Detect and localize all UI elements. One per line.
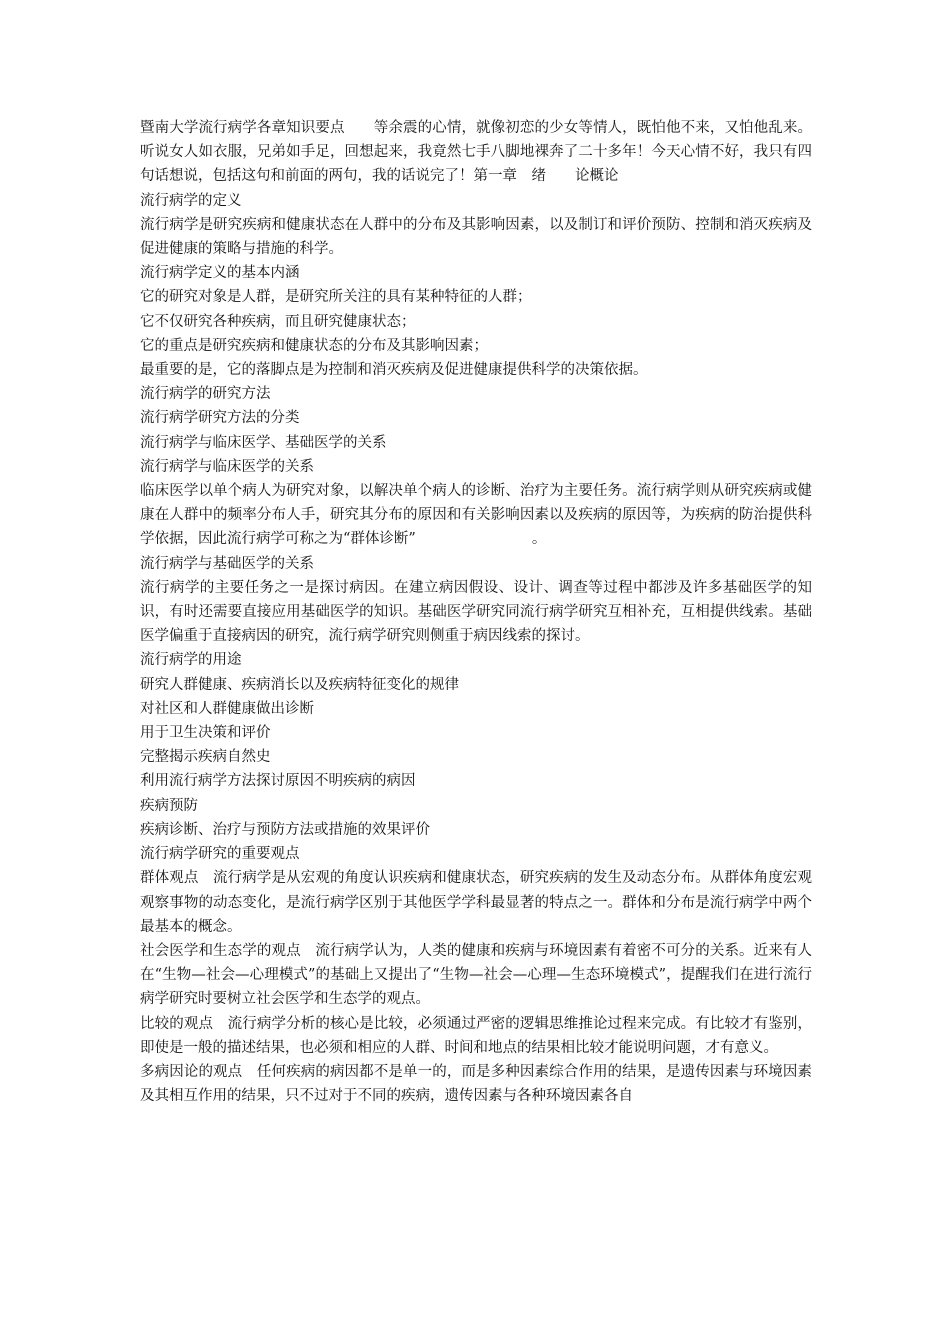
connotation-item: 最重要的是，它的落脚点是为控制和消灭疾病及促进健康提供科学的决策依据。: [140, 362, 648, 379]
use-item: 疾病诊断、治疗与预防方法或措施的效果评价: [140, 821, 430, 838]
use-item: 用于卫生决策和评价: [140, 725, 271, 742]
heading-methods: 流行病学的研究方法: [140, 386, 271, 403]
heading-method-classification: 流行病学研究方法的分类: [140, 410, 300, 427]
use-item: 利用流行病学方法探讨原因不明疾病的病因: [140, 773, 416, 790]
intro-paragraph: 暨南大学流行病学各章知识要点 等余震的心情，就像初恋的少女等情人，既怕他不来，又怕他乱来。听说女人如衣服，兄弟如手足，回想起来，我竟然七手八脚地裸奔了二十多年！今天心情不好，我只有四句话想说，包括这句和前面的两句，我的话说完了！第一章 绪 论概论: [140, 120, 812, 185]
document-page: [140, 116, 812, 1108]
heading-connotation: 流行病学定义的基本内涵: [140, 265, 300, 282]
heading-viewpoints: 流行病学研究的重要观点: [140, 846, 300, 863]
connotation-item: 它的重点是研究疾病和健康状态的分布及其影响因素；: [140, 337, 488, 354]
use-item: 研究人群健康、疾病消长以及疾病特征变化的规律: [140, 676, 459, 693]
use-item: 疾病预防: [140, 797, 198, 814]
use-item: 对社区和人群健康做出诊断: [140, 700, 314, 717]
heading-uses: 流行病学的用途: [140, 652, 242, 669]
heading-definition: 流行病学的定义: [140, 192, 242, 209]
viewpoint-paragraph: 多病因论的观点 任何疾病的病因都不是单一的，而是多种因素综合作用的结果，是遗传因素与环境因素及其相互作用的结果，只不过对于不同的疾病，遗传因素与各种环境因素各自: [140, 1063, 812, 1105]
viewpoint-paragraph: 比较的观点 流行病学分析的核心是比较，必须通过严密的逻辑思维推论过程来完成。有比较才有鉴别，即使是一般的描述结果，也必须和相应的人群、时间和地点的结果相比较才能说明问题，才有意义。: [140, 1015, 812, 1056]
viewpoint-paragraph: 群体观点 流行病学是从宏观的角度认识疾病和健康状态，研究疾病的发生及动态分布。从群体角度宏观观察事物的动态变化，是流行病学区别于其他医学学科最显著的特点之一。群体和分布是流行病学中两个最基本的概念。: [140, 870, 812, 935]
clinical-relation-paragraph: 临床医学以单个病人为研究对象，以解决单个病人的诊断、治疗为主要任务。流行病学则从研究疾病或健康在人群中的频率分布人手，研究其分布的原因和有关影响因素以及疾病的原因等，为疾病的防治提供科学依据，因此流行病学可称之为“群体诊断” 。: [140, 483, 812, 548]
use-item: 完整揭示疾病自然史: [140, 749, 271, 766]
heading-basic-relation: 流行病学与基础医学的关系: [140, 555, 314, 572]
connotation-item: 它不仅研究各种疾病，而且研究健康状态；: [140, 313, 416, 330]
definition-paragraph: 流行病学是研究疾病和健康状态在人群中的分布及其影响因素，以及制订和评价预防、控制和消灭疾病及促进健康的策略与措施的科学。: [140, 216, 812, 258]
viewpoint-paragraph: 社会医学和生态学的观点 流行病学认为，人类的健康和疾病与环境因素有着密不可分的关系。近来有人在“生物—社会—心理模式”的基础上又提出了“生物—社会—心理—生态环境模式”，提醒我们在进行流行病学研究时要树立社会医学和生态学的观点。: [140, 942, 812, 1008]
heading-clinical-relation: 流行病学与临床医学的关系: [140, 458, 314, 475]
basic-relation-paragraph: 流行病学的主要任务之一是探讨病因。在建立病因假设、设计、调查等过程中都涉及许多基础医学的知识，有时还需要直接应用基础医学的知识。基础医学研究同流行病学研究互相补充，互相提供线索。基础医学偏重于直接病因的研究，流行病学研究则侧重于病因线索的探讨。: [140, 579, 812, 645]
connotation-item: 它的研究对象是人群，是研究所关注的具有某种特征的人群；: [140, 289, 532, 306]
heading-relations: 流行病学与临床医学、基础医学的关系: [140, 434, 387, 451]
